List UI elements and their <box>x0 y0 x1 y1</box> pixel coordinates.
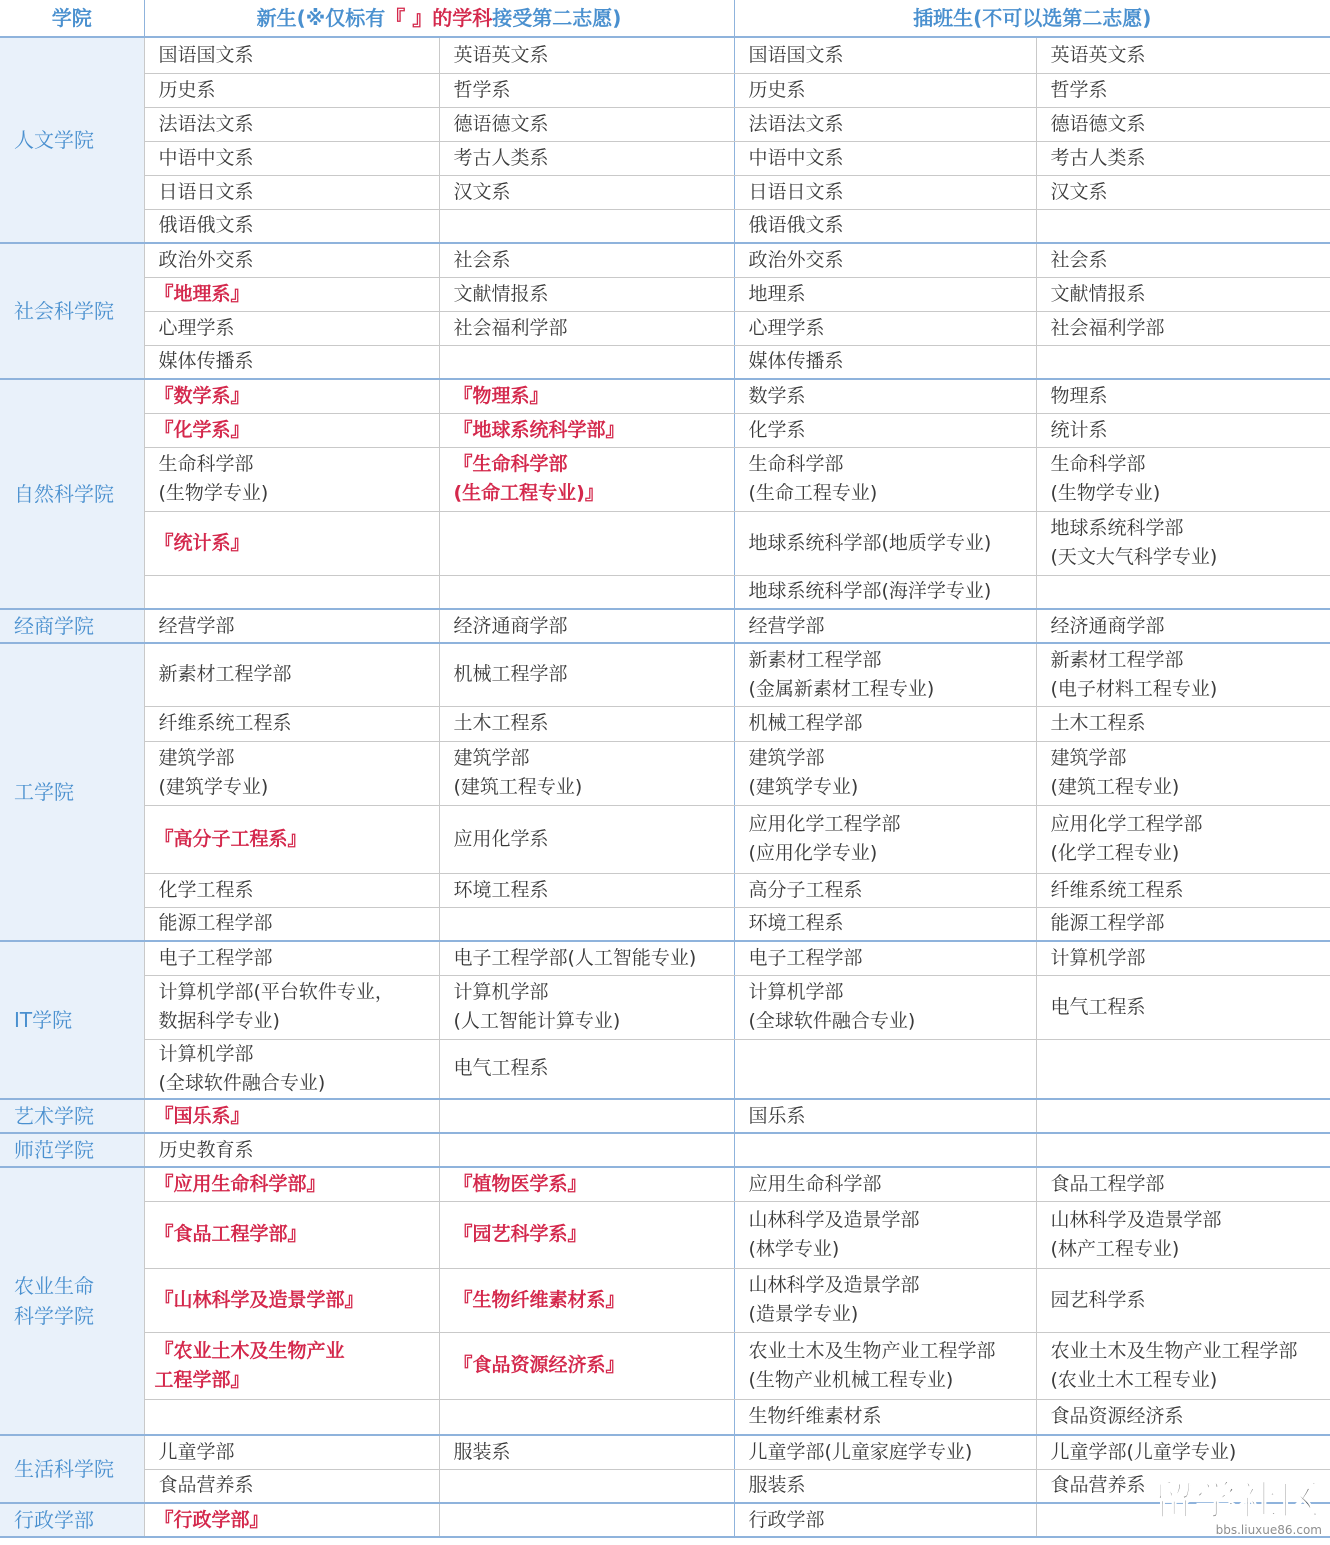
freshman-major-cell: 历史系 <box>144 73 439 107</box>
freshman-major-cell: 机械工程学部 <box>439 643 734 706</box>
freshman-major-cell: 『园艺科学系』 <box>439 1201 734 1268</box>
freshman-major-cell: 『地球系统科学部』 <box>439 413 734 447</box>
freshman-major-cell <box>439 345 734 379</box>
transfer-major-cell: 经营学部 <box>734 609 1036 643</box>
freshman-major-cell: 『高分子工程系』 <box>144 805 439 873</box>
freshman-major-cell: 德语德文系 <box>439 107 734 141</box>
transfer-major-cell: 建筑学部 (建筑学专业) <box>734 741 1036 805</box>
freshman-major-cell: 考古人类系 <box>439 141 734 175</box>
freshman-major-cell: 国语国文系 <box>144 37 439 73</box>
transfer-major-cell: 地球系统科学部(地质学专业) <box>734 511 1036 575</box>
freshman-major-cell: 文献情报系 <box>439 277 734 311</box>
freshman-major-cell: 『地理系』 <box>144 277 439 311</box>
freshman-major-cell: 生命科学部 (生物学专业) <box>144 447 439 511</box>
freshman-major-cell: 经营学部 <box>144 609 439 643</box>
header-freshman <box>144 0 734 37</box>
freshman-major-cell: 政治外交系 <box>144 243 439 277</box>
table-row <box>0 141 1330 175</box>
table-row <box>0 941 1330 975</box>
transfer-major-cell: 社会系 <box>1036 243 1330 277</box>
freshman-major-cell: 『农业土木及生物产业 工程学部』 <box>144 1332 439 1399</box>
table-row <box>0 413 1330 447</box>
transfer-major-cell: 计算机学部 <box>1036 941 1330 975</box>
table-row <box>0 73 1330 107</box>
watermark-logo <box>1154 1478 1322 1537</box>
transfer-major-cell: 应用化学工程学部 (应用化学专业) <box>734 805 1036 873</box>
header-freshman-pre: 新生(※仅标有 <box>256 5 386 30</box>
transfer-major-cell: 新素材工程学部 (电子材料工程专业) <box>1036 643 1330 706</box>
freshman-major-cell <box>439 1469 734 1503</box>
transfer-major-cell <box>1036 345 1330 379</box>
transfer-major-cell: 地理系 <box>734 277 1036 311</box>
freshman-major-cell: 纤维系统工程系 <box>144 706 439 741</box>
transfer-major-cell: 应用化学工程学部 (化学工程专业) <box>1036 805 1330 873</box>
freshman-major-cell: 电气工程系 <box>439 1039 734 1099</box>
transfer-major-cell: 农业土木及生物产业工程学部 (农业土木工程专业) <box>1036 1332 1330 1399</box>
transfer-major-cell: 园艺科学系 <box>1036 1268 1330 1332</box>
table-row <box>0 107 1330 141</box>
table-row <box>0 741 1330 805</box>
transfer-major-cell: 山林科学及造景学部 (林产工程专业) <box>1036 1201 1330 1268</box>
freshman-major-cell <box>439 907 734 941</box>
freshman-major-cell: 媒体传播系 <box>144 345 439 379</box>
transfer-major-cell: 电子工程学部 <box>734 941 1036 975</box>
table-row <box>0 1133 1330 1167</box>
freshman-major-cell: 历史教育系 <box>144 1133 439 1167</box>
table-row <box>0 706 1330 741</box>
freshman-major-cell: 法语法文系 <box>144 107 439 141</box>
transfer-major-cell: 考古人类系 <box>1036 141 1330 175</box>
freshman-major-cell <box>439 511 734 575</box>
transfer-major-cell: 新素材工程学部 (金属新素材工程专业) <box>734 643 1036 706</box>
freshman-major-cell: 儿童学部 <box>144 1435 439 1469</box>
transfer-major-cell: 机械工程学部 <box>734 706 1036 741</box>
freshman-major-cell <box>439 1099 734 1133</box>
transfer-major-cell: 行政学部 <box>734 1503 1036 1537</box>
freshman-major-cell: 服装系 <box>439 1435 734 1469</box>
transfer-major-cell: 数学系 <box>734 379 1036 413</box>
freshman-major-cell: 『生命科学部 (生命工程专业)』 <box>439 447 734 511</box>
freshman-major-cell <box>144 575 439 609</box>
freshman-major-cell: 英语英文系 <box>439 37 734 73</box>
transfer-major-cell <box>734 1039 1036 1099</box>
transfer-major-cell: 统计系 <box>1036 413 1330 447</box>
college-name: 艺术学院 <box>0 1099 144 1133</box>
transfer-major-cell: 经济通商学部 <box>1036 609 1330 643</box>
freshman-major-cell: 『化学系』 <box>144 413 439 447</box>
freshman-major-cell <box>144 1399 439 1435</box>
freshman-major-cell: 土木工程系 <box>439 706 734 741</box>
transfer-major-cell: 物理系 <box>1036 379 1330 413</box>
freshman-major-cell: 食品营养系 <box>144 1469 439 1503</box>
transfer-major-cell: 历史系 <box>734 73 1036 107</box>
header-freshman-post: 接受第二志愿) <box>492 5 622 30</box>
transfer-major-cell <box>734 1133 1036 1167</box>
freshman-major-cell <box>439 575 734 609</box>
transfer-major-cell: 高分子工程系 <box>734 873 1036 907</box>
header-college: 学院 <box>0 0 144 37</box>
table-row <box>0 643 1330 706</box>
transfer-major-cell: 英语英文系 <box>1036 37 1330 73</box>
table-row <box>0 209 1330 243</box>
transfer-major-cell: 生命科学部 (生命工程专业) <box>734 447 1036 511</box>
freshman-major-cell: 『应用生命科学部』 <box>144 1167 439 1201</box>
freshman-major-cell: 电子工程学部 <box>144 941 439 975</box>
transfer-major-cell: 日语日文系 <box>734 175 1036 209</box>
transfer-major-cell: 服装系 <box>734 1469 1036 1503</box>
transfer-major-cell: 文献情报系 <box>1036 277 1330 311</box>
table-row <box>0 907 1330 941</box>
table-row <box>0 805 1330 873</box>
freshman-major-cell: 经济通商学部 <box>439 609 734 643</box>
transfer-major-cell: 儿童学部(儿童家庭学专业) <box>734 1435 1036 1469</box>
transfer-major-cell: 纤维系统工程系 <box>1036 873 1330 907</box>
transfer-major-cell: 中语中文系 <box>734 141 1036 175</box>
table-row <box>0 1332 1330 1399</box>
transfer-major-cell: 土木工程系 <box>1036 706 1330 741</box>
freshman-major-cell: 『生物纤维素材系』 <box>439 1268 734 1332</box>
freshman-major-cell: 『数学系』 <box>144 379 439 413</box>
transfer-major-cell: 应用生命科学部 <box>734 1167 1036 1201</box>
transfer-major-cell: 社会福利学部 <box>1036 311 1330 345</box>
transfer-major-cell: 儿童学部(儿童学专业) <box>1036 1435 1330 1469</box>
freshman-major-cell: 环境工程系 <box>439 873 734 907</box>
college-name: 农业生命 科学学院 <box>0 1167 144 1435</box>
table-row <box>0 311 1330 345</box>
transfer-major-cell: 山林科学及造景学部 (造景学专业) <box>734 1268 1036 1332</box>
transfer-major-cell: 地球系统科学部(海洋学专业) <box>734 575 1036 609</box>
table-row <box>0 447 1330 511</box>
header-transfer: 插班生(不可以选第二志愿) <box>734 0 1330 37</box>
watermark-url: bbs.liuxue86.com <box>1215 1523 1322 1537</box>
watermark-text: 留学社区 <box>1154 1478 1322 1524</box>
freshman-major-cell: 建筑学部 (建筑学专业) <box>144 741 439 805</box>
freshman-major-cell: 计算机学部(平台软件专业， 数据科学专业) <box>144 975 439 1039</box>
freshman-major-cell: 俄语俄文系 <box>144 209 439 243</box>
table-header-row <box>0 0 1330 37</box>
freshman-major-cell: 『食品资源经济系』 <box>439 1332 734 1399</box>
transfer-major-cell: 电气工程系 <box>1036 975 1330 1039</box>
transfer-major-cell: 德语德文系 <box>1036 107 1330 141</box>
transfer-major-cell: 哲学系 <box>1036 73 1330 107</box>
freshman-major-cell: 计算机学部 (人工智能计算专业) <box>439 975 734 1039</box>
freshman-major-cell: 『国乐系』 <box>144 1099 439 1133</box>
freshman-major-cell <box>439 209 734 243</box>
freshman-major-cell: 能源工程学部 <box>144 907 439 941</box>
table-row <box>0 1039 1330 1099</box>
transfer-major-cell: 食品营养系 <box>1036 1469 1330 1503</box>
header-freshman-mark: 『 』的学科 <box>385 5 493 30</box>
transfer-major-cell: 食品工程学部 <box>1036 1167 1330 1201</box>
table-row <box>0 975 1330 1039</box>
college-name: 社会科学院 <box>0 243 144 379</box>
freshman-major-cell: 『植物医学系』 <box>439 1167 734 1201</box>
transfer-major-cell <box>1036 1099 1330 1133</box>
freshman-major-cell: 『物理系』 <box>439 379 734 413</box>
transfer-major-cell <box>1036 1039 1330 1099</box>
table-row <box>0 1469 1330 1503</box>
college-name: 生活科学院 <box>0 1435 144 1503</box>
freshman-major-cell <box>439 1133 734 1167</box>
table-row <box>0 1201 1330 1268</box>
table-row <box>0 1503 1330 1537</box>
table-row <box>0 1167 1330 1201</box>
freshman-major-cell <box>439 1399 734 1435</box>
transfer-major-cell: 法语法文系 <box>734 107 1036 141</box>
freshman-major-cell: 建筑学部 (建筑工程专业) <box>439 741 734 805</box>
freshman-major-cell: 日语日文系 <box>144 175 439 209</box>
college-name: 师范学院 <box>0 1133 144 1167</box>
college-name: 人文学院 <box>0 37 144 243</box>
freshman-major-cell: 哲学系 <box>439 73 734 107</box>
transfer-major-cell: 食品资源经济系 <box>1036 1399 1330 1435</box>
freshman-major-cell: 社会福利学部 <box>439 311 734 345</box>
transfer-major-cell: 国语国文系 <box>734 37 1036 73</box>
freshman-major-cell: 社会系 <box>439 243 734 277</box>
table-row <box>0 345 1330 379</box>
table-row <box>0 379 1330 413</box>
transfer-major-cell <box>1036 209 1330 243</box>
freshman-major-cell: 汉文系 <box>439 175 734 209</box>
college-name: 工学院 <box>0 643 144 941</box>
freshman-major-cell: 计算机学部 (全球软件融合专业) <box>144 1039 439 1099</box>
table-row <box>0 277 1330 311</box>
transfer-major-cell <box>1036 1133 1330 1167</box>
table-row <box>0 609 1330 643</box>
freshman-major-cell: 『行政学部』 <box>144 1503 439 1537</box>
freshman-major-cell: 心理学系 <box>144 311 439 345</box>
transfer-major-cell: 俄语俄文系 <box>734 209 1036 243</box>
transfer-major-cell: 生命科学部 (生物学专业) <box>1036 447 1330 511</box>
transfer-major-cell: 心理学系 <box>734 311 1036 345</box>
freshman-major-cell: 中语中文系 <box>144 141 439 175</box>
transfer-major-cell: 地球系统科学部 (天文大气科学专业) <box>1036 511 1330 575</box>
transfer-major-cell: 建筑学部 (建筑工程专业) <box>1036 741 1330 805</box>
college-name: IT学院 <box>0 941 144 1099</box>
table-row <box>0 511 1330 575</box>
table-row <box>0 1099 1330 1133</box>
table-row <box>0 1435 1330 1469</box>
table-row <box>0 873 1330 907</box>
table-row <box>0 175 1330 209</box>
transfer-major-cell: 计算机学部 (全球软件融合专业) <box>734 975 1036 1039</box>
freshman-major-cell: 『食品工程学部』 <box>144 1201 439 1268</box>
table-row <box>0 1399 1330 1435</box>
transfer-major-cell: 化学系 <box>734 413 1036 447</box>
table-row <box>0 37 1330 73</box>
transfer-major-cell: 农业土木及生物产业工程学部 (生物产业机械工程专业) <box>734 1332 1036 1399</box>
table-row <box>0 243 1330 277</box>
table-row <box>0 1268 1330 1332</box>
transfer-major-cell: 能源工程学部 <box>1036 907 1330 941</box>
college-name: 行政学部 <box>0 1503 144 1537</box>
table-row <box>0 575 1330 609</box>
freshman-major-cell: 『统计系』 <box>144 511 439 575</box>
transfer-major-cell: 环境工程系 <box>734 907 1036 941</box>
freshman-major-cell <box>439 1503 734 1537</box>
freshman-major-cell: 化学工程系 <box>144 873 439 907</box>
transfer-major-cell: 政治外交系 <box>734 243 1036 277</box>
transfer-major-cell: 国乐系 <box>734 1099 1036 1133</box>
freshman-major-cell: 电子工程学部(人工智能专业) <box>439 941 734 975</box>
freshman-major-cell: 新素材工程学部 <box>144 643 439 706</box>
freshman-major-cell: 『山林科学及造景学部』 <box>144 1268 439 1332</box>
transfer-major-cell: 汉文系 <box>1036 175 1330 209</box>
transfer-major-cell: 媒体传播系 <box>734 345 1036 379</box>
college-name: 自然科学院 <box>0 379 144 609</box>
transfer-major-cell: 山林科学及造景学部 (林学专业) <box>734 1201 1036 1268</box>
transfer-major-cell <box>1036 575 1330 609</box>
transfer-major-cell: 生物纤维素材系 <box>734 1399 1036 1435</box>
freshman-major-cell: 应用化学系 <box>439 805 734 873</box>
college-name: 经商学院 <box>0 609 144 643</box>
